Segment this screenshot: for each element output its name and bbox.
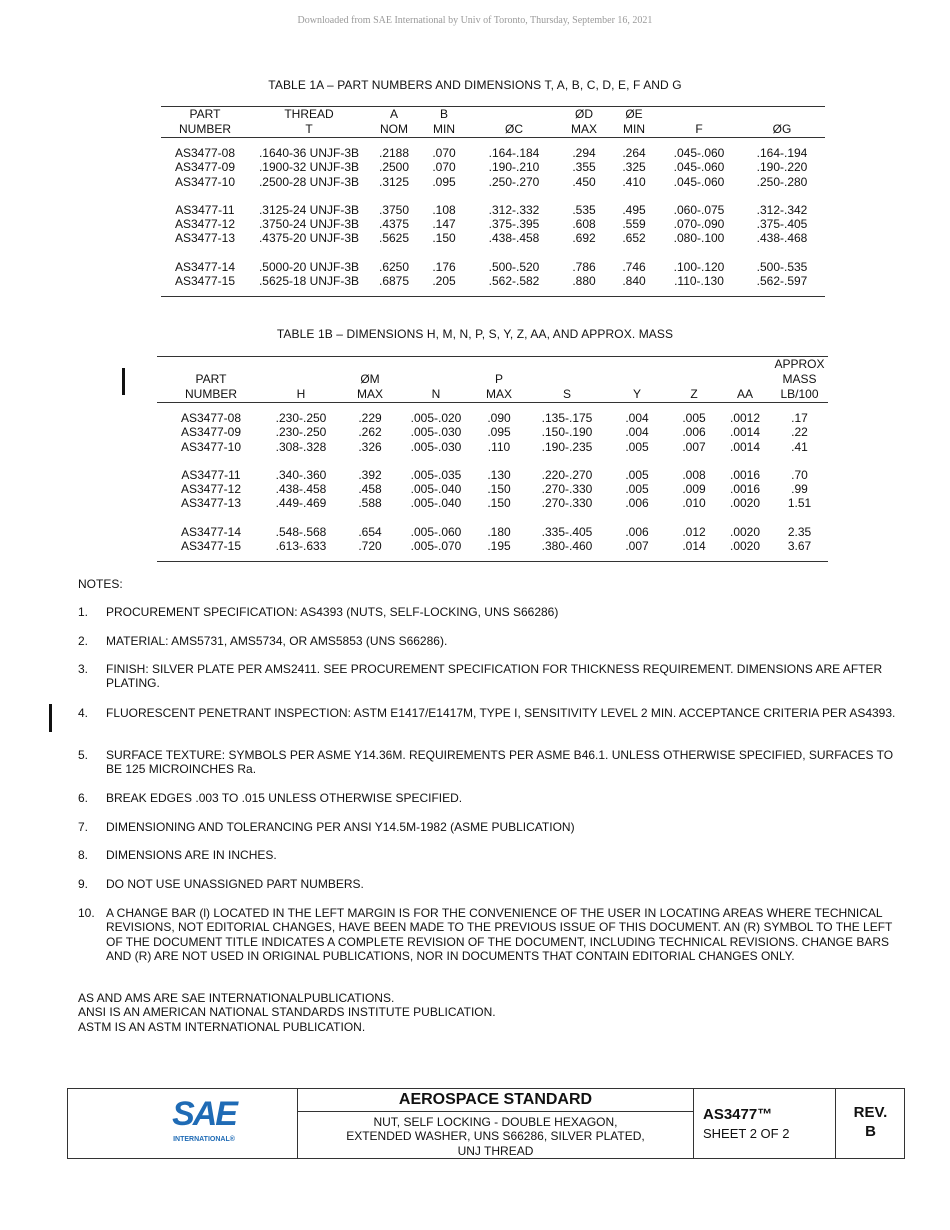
table-cell: .535: [572, 202, 596, 217]
table-cell: .41: [791, 439, 808, 454]
column-header: MAX: [337, 387, 403, 403]
column-header: S: [529, 387, 605, 403]
table-cell: .264: [622, 146, 646, 160]
table-cell: .045-.060: [673, 146, 725, 160]
table-cell: .190-.220: [756, 160, 808, 175]
table-cell: .17: [791, 411, 808, 425]
table-cell: AS3477-15: [180, 539, 242, 554]
table-cell: .340-.360: [275, 467, 327, 482]
table-row: [157, 496, 828, 510]
column-header: ØM: [360, 372, 380, 386]
table-row: [161, 217, 825, 231]
table-cell: .070-.090: [673, 217, 725, 232]
table-cell: .326: [358, 439, 382, 454]
column-header: [669, 357, 719, 373]
table-cell: .190-.235: [541, 439, 593, 454]
table-cell: .458: [358, 482, 382, 497]
table-cell: AS3477-11: [175, 202, 235, 217]
table-cell: .110: [487, 439, 511, 454]
table-cell: .746: [622, 259, 646, 274]
table-row: [161, 175, 825, 189]
table-cell: .355: [572, 160, 596, 175]
table-cell: .262: [358, 425, 382, 440]
column-header: PART: [161, 107, 249, 123]
column-header: MAX: [469, 387, 529, 403]
column-header: APPROX: [771, 357, 828, 373]
table-1b-header-row-1: [157, 357, 828, 373]
table-cell: .150: [487, 482, 511, 497]
column-header: NUMBER: [161, 122, 249, 138]
table-cell: .613-.633: [275, 539, 327, 554]
column-header: [529, 372, 605, 387]
table-cell: .438-.458: [488, 231, 540, 246]
column-header: ØD: [559, 107, 609, 123]
table-cell: .230-.250: [275, 411, 327, 425]
table-cell: AS3477-15: [174, 274, 236, 289]
table-cell: .005-.035: [410, 467, 462, 482]
column-header: LB/100: [771, 387, 828, 403]
note-text: A CHANGE BAR (l) LOCATED IN THE LEFT MARGIN IS FOR THE CONVENIENCE OF THE USER IN LOCATING AREAS WHERE TECHNICAL REVISIONS, NOT EDITORIAL CHANGES, HAVE BEEN MADE TO THE PREVIOUS ISSUE OF THIS DOCUMENT. AN (R) SYMBOL TO THE LEFT OF THE DOCUMENT TITLE INDICATES A COMPLETE REVISION OF THE DOCUMENT, INCLUDING TECHNICAL REVISIONS. CHANGE BARS AND (R) ARE NOT USED IN ORIGINAL PUBLICATIONS, NOR IN DOCUMENTS THAT CONTAIN EDITORIAL CHANGES ONLY.: [106, 906, 893, 964]
table-cell: .450: [572, 174, 596, 189]
title-cell: [298, 1089, 694, 1158]
description-line: UNJ THREAD: [457, 1143, 534, 1158]
table-cell: .230-.250: [275, 425, 327, 440]
table-1a-header-row-1: [161, 107, 825, 123]
revision-value: B: [865, 1123, 876, 1140]
publication-line: ASTM IS AN ASTM INTERNATIONAL PUBLICATION.: [78, 1019, 366, 1034]
table-cell: .380-.460: [541, 539, 593, 554]
table-cell: .095: [432, 174, 456, 189]
publication-line: ANSI IS AN AMERICAN NATIONAL STANDARDS INSTITUTE PUBLICATION.: [78, 1005, 496, 1020]
table-cell: .438-.468: [756, 231, 808, 246]
column-header: H: [265, 387, 337, 403]
table-cell: .164-.184: [488, 146, 540, 160]
table-row: [161, 274, 825, 288]
table-cell: .110-.130: [674, 274, 724, 289]
note-text: FINISH: SILVER PLATE PER AMS2411. SEE PROCUREMENT SPECIFICATION FOR THICKNESS REQUIREMENT. DIMENSIONS ARE AFTER PLATING.: [106, 662, 883, 691]
change-bar: [122, 368, 125, 395]
table-cell: .180: [487, 524, 511, 539]
column-header: [403, 372, 469, 387]
table-row: [157, 411, 828, 425]
table-cell: .007: [625, 539, 649, 554]
table-cell: .2500-28 UNJF-3B: [258, 174, 360, 189]
table-cell: .270-.330: [541, 482, 593, 497]
table-cell: .005: [625, 482, 649, 497]
table-cell: .880: [572, 274, 596, 289]
table-cell: .3750: [378, 202, 410, 217]
table-cell: .6875: [378, 274, 410, 289]
sae-logo-subtext: INTERNATIONAL®: [173, 1136, 235, 1143]
table-cell: .0016: [729, 467, 761, 482]
table-cell: 3.67: [787, 539, 812, 554]
table-cell: .1640-36 UNJF-3B: [258, 146, 360, 160]
column-header: [337, 357, 403, 373]
table-cell: .4375: [378, 217, 410, 232]
table-cell: .005: [625, 467, 649, 482]
table-cell: .229: [358, 411, 382, 425]
table-cell: .108: [432, 202, 456, 217]
table-cell: .654: [358, 524, 382, 539]
table-cell: .009: [682, 482, 706, 497]
table-cell: .438-.458: [275, 482, 327, 497]
note-number: 2.: [78, 634, 89, 648]
publication-line: AS AND AMS ARE SAE INTERNATIONALPUBLICATIONS.: [78, 991, 395, 1005]
table-row: [157, 482, 828, 496]
sae-logo: [68, 1089, 298, 1158]
column-header: [605, 357, 669, 373]
note-number: 6.: [78, 791, 89, 805]
table-cell: .147: [432, 217, 456, 232]
table-row: [161, 231, 825, 245]
standard-title: AEROSPACE STANDARD: [298, 1089, 693, 1112]
table-cell: .392: [358, 467, 382, 482]
table-row: [161, 146, 825, 160]
table-cell: .045-.060: [673, 160, 725, 175]
table-cell: .0014: [729, 425, 761, 440]
table-cell: .205: [432, 274, 456, 289]
table-row: [161, 260, 825, 274]
row-group: [157, 411, 828, 454]
table-cell: .150-.190: [541, 425, 593, 440]
table-cell: .6250: [378, 259, 410, 274]
row-group: [161, 146, 825, 189]
table-cell: .060-.075: [673, 202, 725, 217]
table-1b-header-row-2: [157, 372, 828, 387]
table-cell: .588: [358, 496, 382, 511]
column-header: ØE: [609, 107, 659, 123]
table-cell: .2500: [378, 160, 410, 175]
table-cell: .4375-20 UNJF-3B: [258, 231, 360, 246]
revision-label: REV.: [853, 1104, 888, 1121]
table-cell: .008: [682, 467, 706, 482]
sheet-number: SHEET 2 OF 2: [703, 1126, 790, 1141]
note-text: DIMENSIONS ARE IN INCHES.: [106, 848, 277, 862]
table-cell: .495: [622, 202, 646, 217]
table-cell: .294: [572, 146, 596, 160]
table-cell: .335-.405: [541, 524, 593, 539]
table-cell: .0020: [729, 524, 761, 539]
note-text: PROCUREMENT SPECIFICATION: AS4393 (NUTS, SELF-LOCKING, UNS S66286): [106, 605, 559, 619]
row-group: [161, 203, 825, 246]
table-cell: .652: [622, 231, 646, 246]
note-number: 5.: [78, 748, 89, 762]
column-header: [719, 372, 771, 387]
table-cell: .375-.395: [488, 217, 540, 232]
table-cell: .250-.280: [756, 174, 808, 189]
table-cell: .164-.194: [756, 146, 808, 160]
table-cell: .250-.270: [488, 174, 540, 189]
column-header: T: [249, 122, 369, 138]
table-cell: .070: [432, 146, 456, 160]
document-number-cell: [694, 1089, 836, 1158]
table-cell: .325: [622, 160, 646, 175]
table-cell: .562-.597: [756, 274, 808, 289]
column-header: MAX: [559, 122, 609, 138]
table-cell: .0012: [729, 411, 761, 425]
column-header: MIN: [419, 122, 469, 138]
table-cell: .004: [625, 425, 649, 440]
table-cell: .308-.328: [275, 439, 327, 454]
table-cell: .786: [572, 259, 596, 274]
table-cell: .090: [487, 411, 511, 425]
table-cell: .004: [625, 411, 649, 425]
table-cell: .100-.120: [673, 259, 725, 274]
table-cell: .3125: [378, 174, 410, 189]
row-group: [161, 260, 825, 289]
table-cell: .5625: [378, 231, 410, 246]
table-cell: .1900-32 UNJF-3B: [258, 160, 360, 175]
table-cell: .130: [487, 467, 511, 482]
table-cell: .5625-18 UNJF-3B: [258, 274, 360, 289]
row-group: [157, 468, 828, 511]
note-number: 3.: [78, 662, 89, 676]
table-1a-caption: TABLE 1A – PART NUMBERS AND DIMENSIONS T, A, B, C, D, E, F AND G: [268, 78, 682, 92]
table-cell: AS3477-14: [174, 259, 236, 274]
description-line: NUT, SELF LOCKING - DOUBLE HEXAGON,: [373, 1115, 618, 1129]
table-cell: .190-.210: [488, 160, 540, 175]
table-cell: AS3477-09: [174, 160, 236, 175]
table-cell: .312-.342: [756, 202, 808, 217]
table-1b: [157, 356, 828, 562]
column-header: THREAD: [249, 107, 369, 123]
table-cell: .150: [487, 496, 511, 511]
column-header: PART: [195, 372, 227, 386]
table-cell: .449-.469: [275, 496, 327, 511]
column-header: AA: [719, 387, 771, 403]
table-cell: 2.35: [787, 524, 812, 539]
table-cell: .006: [625, 524, 649, 539]
note-number: 4.: [78, 706, 89, 720]
sae-logo-text: SAE: [172, 1095, 236, 1133]
table-cell: AS3477-08: [180, 411, 242, 425]
logo-cell: [68, 1089, 298, 1158]
change-bar: [49, 704, 52, 732]
table-cell: AS3477-12: [174, 217, 236, 232]
document-description: [298, 1112, 693, 1158]
note-text: DO NOT USE UNASSIGNED PART NUMBERS.: [106, 877, 364, 891]
table-1b-caption: TABLE 1B – DIMENSIONS H, M, N, P, S, Y, Z, AA, AND APPROX. MASS: [276, 327, 674, 341]
column-header: Y: [605, 387, 669, 403]
table-cell: .312-.332: [488, 202, 540, 217]
table-cell: .840: [622, 274, 646, 289]
table-cell: .70: [791, 467, 808, 482]
column-header: ØG: [739, 122, 825, 138]
table-row: [161, 203, 825, 217]
table-row: [157, 539, 828, 553]
column-header: [605, 372, 669, 387]
column-header: MASS: [782, 372, 817, 386]
table-cell: .005-.030: [410, 439, 462, 454]
table-cell: .410: [622, 174, 646, 189]
description-line: EXTENDED WASHER, UNS S66286, SILVER PLATED,: [346, 1129, 645, 1144]
column-header: NOM: [369, 122, 419, 138]
table-cell: .0016: [729, 482, 761, 497]
column-header: A: [369, 107, 419, 123]
column-header: [669, 372, 719, 387]
column-header: NUMBER: [157, 387, 265, 403]
column-header: [719, 357, 771, 373]
table-cell: 1.51: [787, 496, 812, 511]
table-cell: .99: [791, 482, 808, 497]
table-cell: AS3477-08: [174, 146, 236, 160]
note-text: BREAK EDGES .003 TO .015 UNLESS OTHERWISE SPECIFIED.: [106, 791, 463, 805]
table-cell: .375-.405: [756, 217, 808, 232]
notes-title: NOTES:: [78, 577, 123, 591]
document-number: AS3477™: [703, 1106, 773, 1123]
table-cell: .195: [487, 539, 511, 554]
column-header: B: [419, 107, 469, 123]
table-cell: .045-.060: [673, 174, 725, 189]
table-cell: .500-.520: [488, 259, 540, 274]
column-header: ØC: [469, 122, 559, 138]
column-header: Z: [669, 387, 719, 403]
column-header: [659, 107, 739, 123]
column-header: P: [494, 372, 503, 386]
table-cell: .005-.060: [410, 524, 462, 539]
table-cell: AS3477-14: [180, 524, 242, 539]
table-cell: .176: [432, 259, 456, 274]
table-row: [161, 160, 825, 174]
table-cell: .010: [682, 496, 706, 511]
table-1a-header-row-2: [161, 122, 825, 138]
column-header: MIN: [609, 122, 659, 138]
table-cell: AS3477-10: [174, 174, 236, 189]
note-text: SURFACE TEXTURE: SYMBOLS PER ASME Y14.36M. REQUIREMENTS PER ASME B46.1. UNLESS OTHERWISE SPECIFIED, SURFACES TO BE 125 MICROINCHES Ra.: [106, 748, 894, 777]
table-cell: .070: [432, 160, 456, 175]
table-cell: .270-.330: [541, 496, 593, 511]
table-cell: .5000-20 UNJF-3B: [258, 259, 360, 274]
table-cell: AS3477-09: [180, 425, 242, 440]
table-cell: .150: [432, 231, 456, 246]
table-cell: .720: [358, 539, 382, 554]
table-cell: .562-.582: [488, 274, 540, 289]
table-cell: .080-.100: [673, 231, 725, 246]
column-header: [265, 357, 337, 373]
table-1b-header-row-3: [157, 387, 828, 403]
note-number: 9.: [78, 877, 89, 891]
table-cell: .135-.175: [541, 411, 593, 425]
table-row: [157, 468, 828, 482]
table-cell: .22: [791, 425, 808, 440]
download-watermark: Downloaded from SAE International by Univ of Toronto, Thursday, September 16, 2021: [297, 15, 653, 26]
title-block: [67, 1088, 905, 1159]
table-cell: .012: [682, 524, 706, 539]
note-text: FLUORESCENT PENETRANT INSPECTION: ASTM E1417/E1417M, TYPE I, SENSITIVITY LEVEL 2 MIN. ACCEPTANCE CRITERIA PER AS4393.: [106, 706, 896, 720]
column-header: [739, 107, 825, 123]
note-number: 7.: [78, 820, 89, 834]
table-cell: AS3477-10: [180, 439, 242, 454]
column-header: [265, 372, 337, 387]
column-header: F: [659, 122, 739, 138]
table-cell: .005: [682, 411, 706, 425]
table-cell: .005-.040: [410, 496, 462, 511]
table-row: [157, 525, 828, 539]
table-cell: .220-.270: [541, 467, 593, 482]
table-cell: .608: [572, 217, 596, 232]
note-number: 1.: [78, 605, 89, 619]
table-cell: .005-.030: [410, 425, 462, 440]
table-row: [157, 440, 828, 454]
table-cell: .3750-24 UNJF-3B: [258, 217, 360, 232]
table-cell: .014: [682, 539, 706, 554]
table-cell: .0014: [729, 439, 761, 454]
table-cell: .005: [625, 439, 649, 454]
table-cell: AS3477-13: [174, 231, 236, 246]
table-cell: .559: [622, 217, 646, 232]
table-cell: .0020: [729, 539, 761, 554]
table-cell: .095: [487, 425, 511, 440]
note-text: DIMENSIONING AND TOLERANCING PER ANSI Y14.5M-1982 (ASME PUBLICATION): [106, 820, 575, 834]
table-row: [157, 425, 828, 439]
column-header: [157, 357, 265, 373]
table-cell: .005-.040: [410, 482, 462, 497]
table-cell: AS3477-13: [180, 496, 242, 511]
table-1a: [161, 106, 825, 297]
column-header: [529, 357, 605, 373]
row-group: [157, 525, 828, 554]
note-number: 10.: [78, 906, 95, 920]
column-header: [469, 107, 559, 123]
note-number: 8.: [78, 848, 89, 862]
table-cell: AS3477-12: [180, 482, 242, 497]
table-cell: .3125-24 UNJF-3B: [258, 202, 360, 217]
table-cell: .2188: [378, 146, 410, 160]
revision-cell: [836, 1089, 905, 1158]
table-cell: .692: [572, 231, 596, 246]
table-cell: .548-.568: [275, 524, 327, 539]
column-header: [469, 357, 529, 373]
table-cell: .0020: [729, 496, 761, 511]
table-cell: .006: [682, 425, 706, 440]
table-cell: .500-.535: [756, 259, 808, 274]
column-header: [403, 357, 469, 373]
publications: [78, 991, 496, 1034]
table-cell: .007: [682, 439, 706, 454]
table-cell: AS3477-11: [181, 467, 241, 482]
table-cell: .006: [625, 496, 649, 511]
table-cell: .005-.070: [410, 539, 462, 554]
table-cell: .005-.020: [410, 411, 462, 425]
note-text: MATERIAL: AMS5731, AMS5734, OR AMS5853 (UNS S66286).: [106, 634, 448, 648]
column-header: N: [403, 387, 469, 403]
